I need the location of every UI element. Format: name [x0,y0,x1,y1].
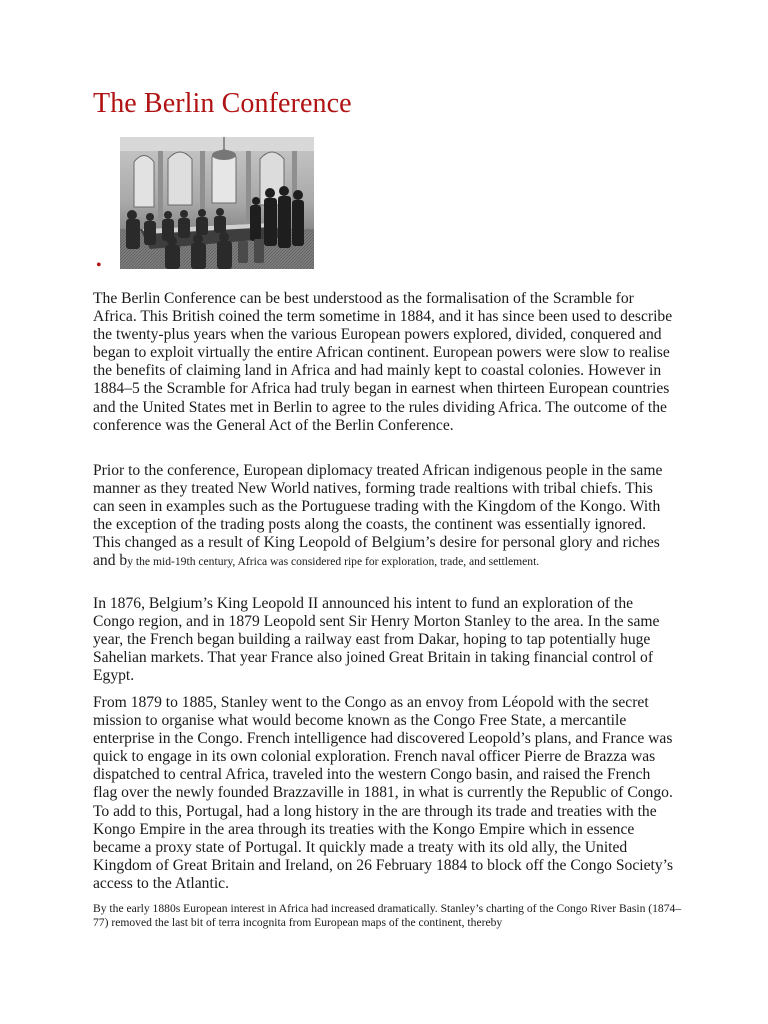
paragraph-4: From 1879 to 1885, Stanley went to the Congo as an envoy from Léopold with the secret mission to organise what would become known as the Congo Free State, a mercantile enterprise in the Congo. French intelligence had discovered Leopold’s plans, and France was quick to engage in its own colonial exploration. French naval officer Pierre de Brazza was dispatched to central Africa, traveled into the western Congo basin, and raised the French flag over the newly founded Brazzaville in 1881, in what is currently the Republic of Congo. To add to this, Portugal, had a long history in the are through its trade and treaties with the Kongo Empire in the area through its treaties with the Kongo Empire which in essence became a proxy state of Portugal. It quickly made a treaty with its old ally, the United Kingdom of Great Britain and Ireland, on 26 February 1884 to block off the Congo Society’s access to the Atlantic. [93,694,674,892]
page-title: The Berlin Conference [93,88,352,119]
paragraph-2-small-text: y the mid-19th century, Africa was considered ripe for exploration, trade, and settlement. [127,555,540,569]
conference-engraving-image [120,137,314,269]
paragraph-2-main-text: Prior to the conference, European diplomacy treated African indigenous people in the same manner as they treated New World natives, forming trade realtions with tribal chiefs. This can seen in examples such as the Portuguese trading with the Kingdom of the Kongo. With the exception of the trading posts along the coasts, the continent was essentially ignored. This changed as a result of King Leopold of Belgium’s desire for personal glory and riches and b [93,462,663,570]
engraving-illustration [120,137,314,269]
paragraph-2 [93,462,675,571]
paragraph-1: The Berlin Conference can be best understood as the formalisation of the Scramble for Africa. This British coined the term sometime in 1884, and it has since been used to describe the twenty-plus years when the various European powers explored, divided, conquered and began to exploit virtually the entire African continent. European powers were slow to realise the benefits of claiming land in Africa and had mainly kept to coastal colonies. However in 1884–5 the Scramble for Africa had truly began in earnest when thirteen European countries and the United States met in Berlin to agree to the rules dividing Africa. The outcome of the conference was the General Act of the Berlin Conference. [93,290,673,434]
list-bullet: • [96,257,102,274]
paragraph-3: In 1876, Belgium’s King Leopold II announced his intent to fund an exploration of the Congo region, and in 1879 Leopold sent Sir Henry Morton Stanley to the area. In the same year, the French began building a railway east from Dakar, hoping to tap potentially huge Sahelian markets. That year France also joined Great Britain in taking financial control of Egypt. [93,595,660,685]
paragraph-5: By the early 1880s European interest in Africa had increased dramatically. Stanley’s charting of the Congo River Basin (1874–77) removed the last bit of terra incognita from European maps of the continent, thereby [93,902,682,929]
